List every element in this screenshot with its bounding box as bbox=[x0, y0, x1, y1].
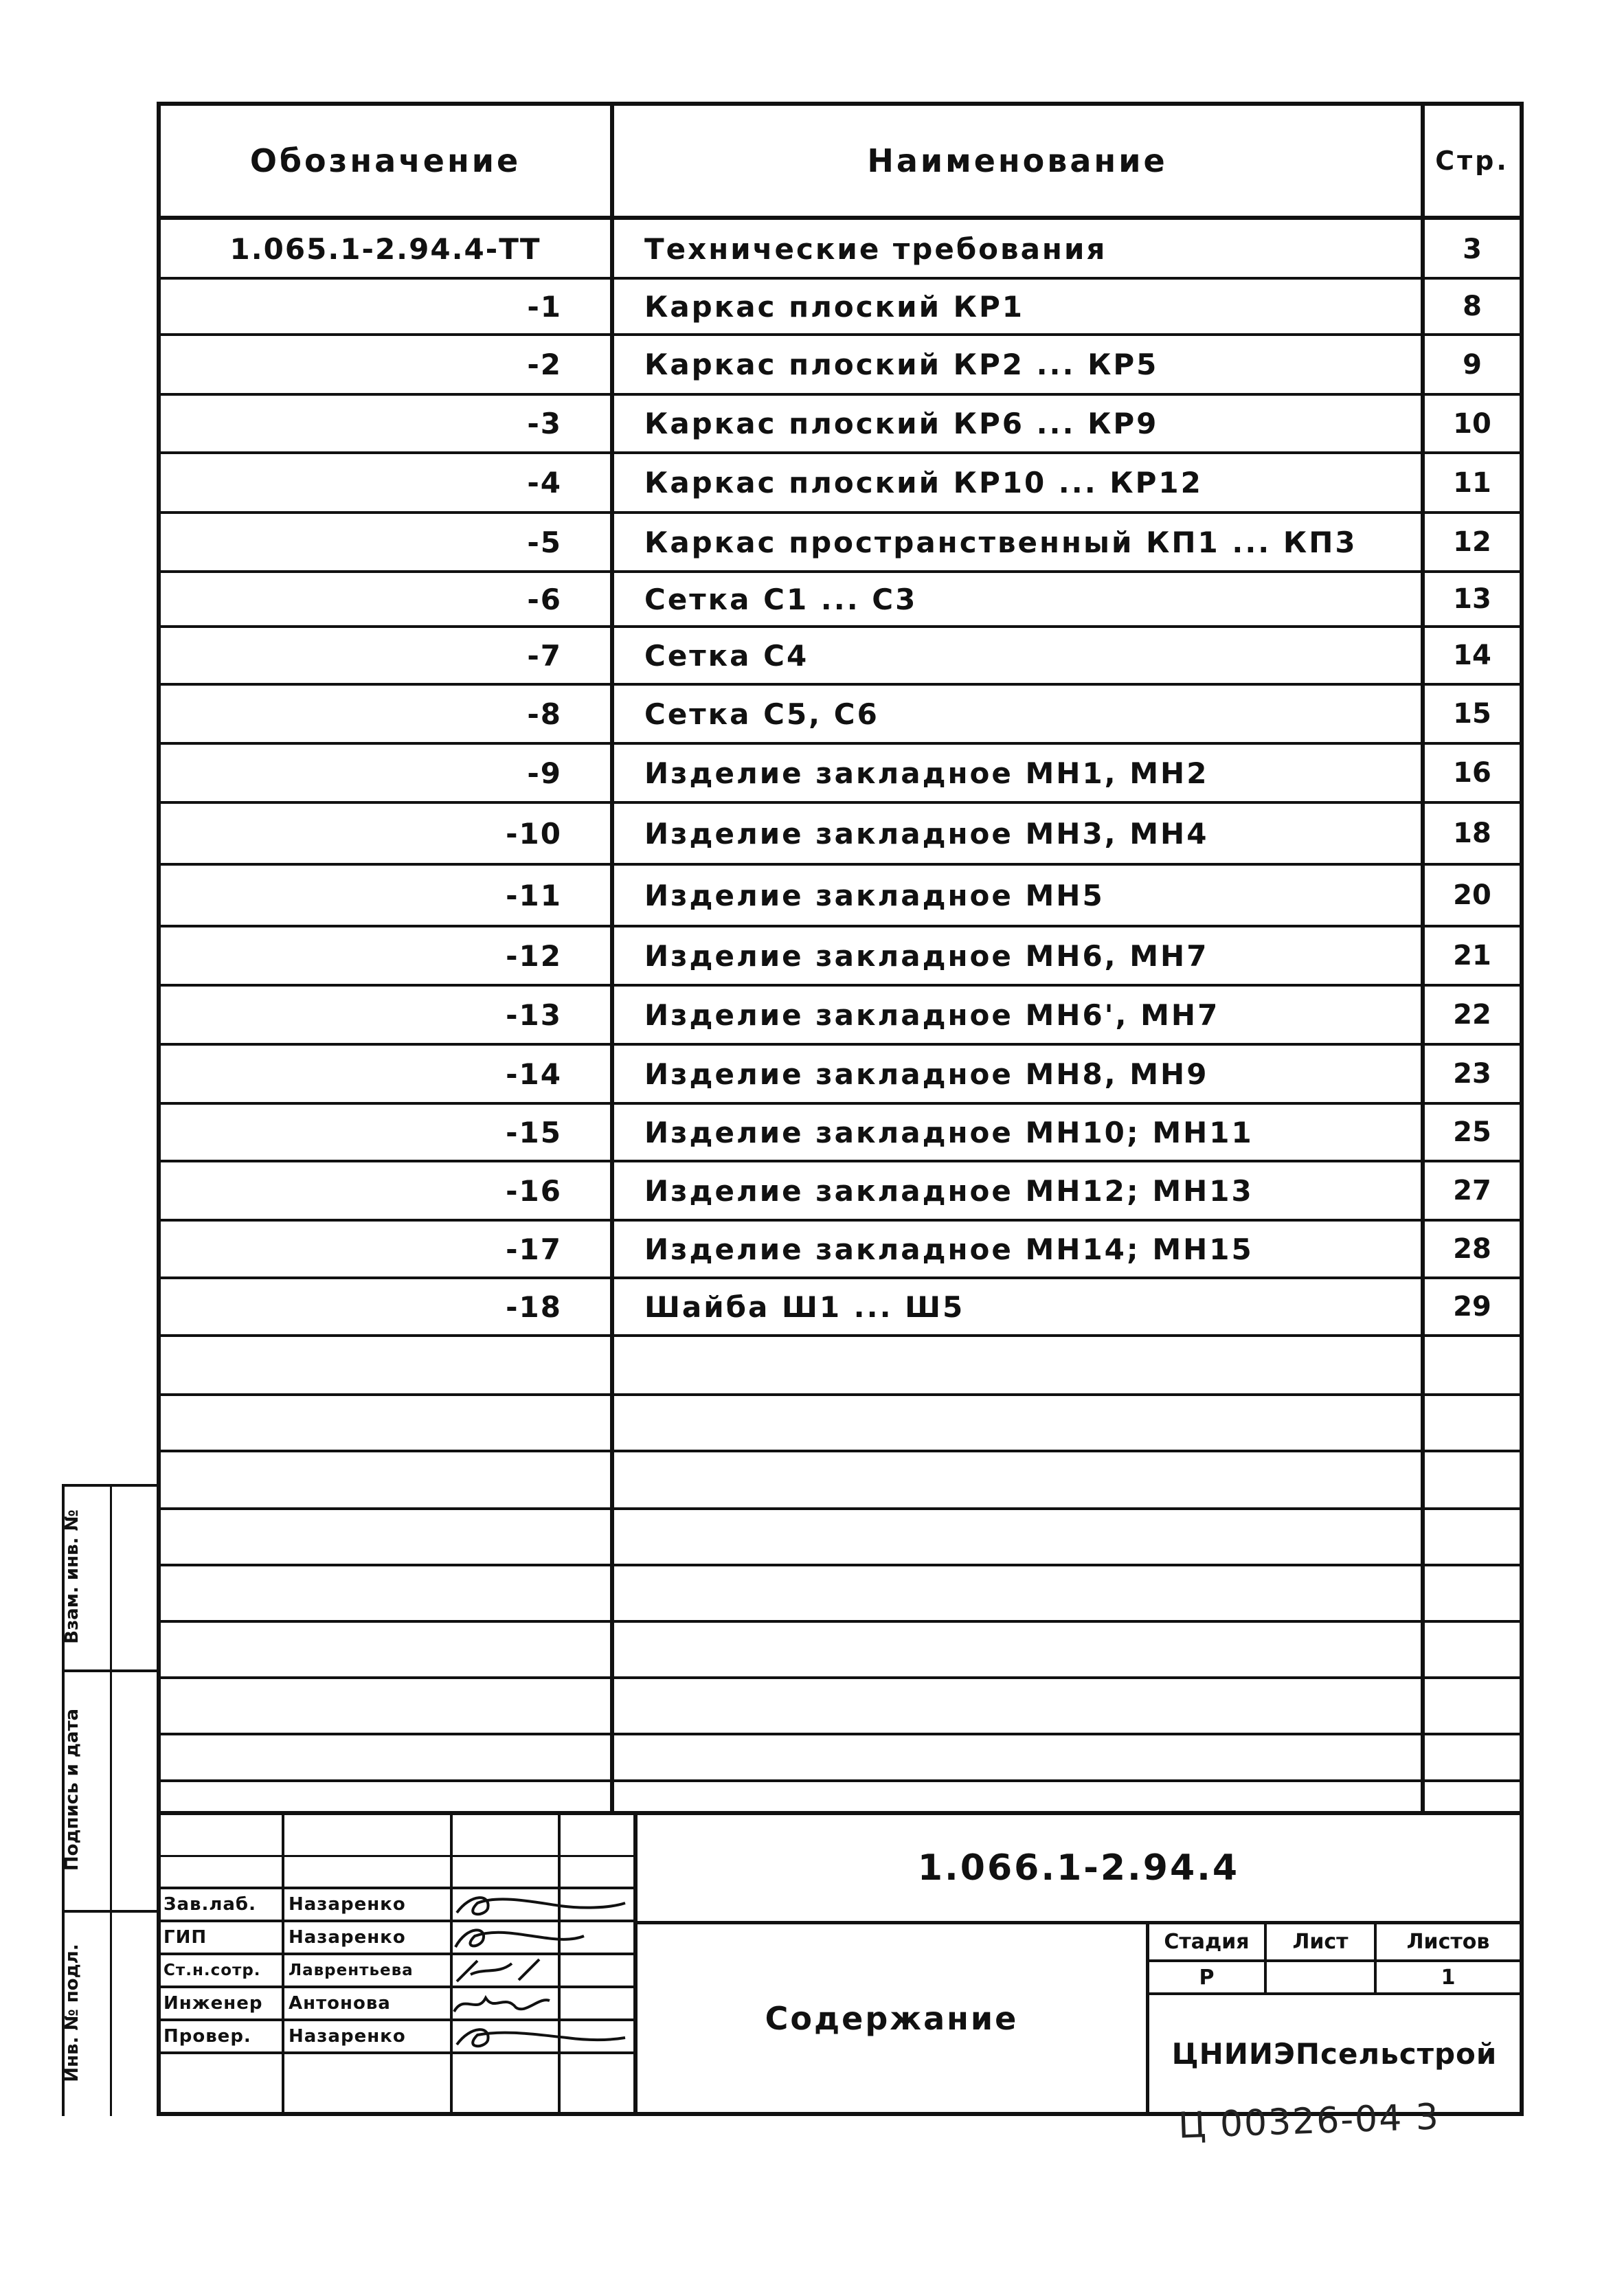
row-name: Сетка С1 ... С3 bbox=[644, 582, 918, 616]
row-name: Каркас плоский КР2 ... КР5 bbox=[644, 348, 1159, 381]
side-label-vzam: Взам. инв. № bbox=[62, 1509, 82, 1644]
row-designation: -10 bbox=[506, 816, 562, 851]
row-name: Изделие закладное МН10; МН11 bbox=[644, 1115, 1254, 1149]
row-name: Сетка С5, С6 bbox=[644, 697, 879, 731]
row-name: Каркас плоский КР1 bbox=[644, 289, 1024, 324]
row-designation: -9 bbox=[527, 756, 562, 790]
empty-row-divider bbox=[157, 1779, 1524, 1782]
row-page: 8 bbox=[1463, 291, 1482, 322]
row-designation: -6 bbox=[527, 582, 562, 616]
side-label-inv: Инв. № подл. bbox=[62, 1944, 82, 2082]
staff-name: Назаренко bbox=[289, 2026, 406, 2047]
empty-row-divider bbox=[157, 1393, 1524, 1396]
row-name: Каркас плоский КР6 ... КР9 bbox=[644, 407, 1159, 440]
row-designation: -1 bbox=[527, 289, 562, 324]
title-block-line bbox=[157, 1855, 633, 1857]
row-name: Изделие закладное МН8, МН9 bbox=[644, 1057, 1209, 1091]
empty-row-divider bbox=[157, 1507, 1524, 1510]
side-label-podpis: Подпись и дата bbox=[62, 1708, 82, 1871]
row-name: Изделие закладное МН6', МН7 bbox=[644, 998, 1220, 1032]
row-name: Шайба Ш1 ... Ш5 bbox=[644, 1290, 965, 1324]
row-designation: -3 bbox=[527, 407, 562, 440]
sheets-value: 1 bbox=[1441, 1965, 1456, 1990]
row-name: Технические требования bbox=[644, 232, 1107, 266]
staff-role: ГИП bbox=[163, 1927, 207, 1948]
archive-stamp: Ц 00326-04 3 bbox=[1177, 2096, 1441, 2147]
row-name: Изделие закладное МН14; МН15 bbox=[644, 1232, 1254, 1266]
row-name: Изделие закладное МН6, МН7 bbox=[644, 938, 1209, 973]
row-page: 18 bbox=[1453, 818, 1491, 849]
signature bbox=[450, 1921, 587, 1954]
empty-row-divider bbox=[157, 1733, 1524, 1735]
row-name: Изделие закладное МН12; МН13 bbox=[644, 1173, 1254, 1208]
header-designation: Обозначение bbox=[249, 142, 521, 179]
header-name: Наименование bbox=[867, 142, 1168, 179]
row-designation: -11 bbox=[506, 878, 562, 912]
row-designation: -4 bbox=[527, 466, 562, 499]
row-designation: -15 bbox=[506, 1115, 562, 1149]
row-designation: 1.065.1-2.94.4-ТТ bbox=[229, 232, 541, 266]
staff-role: Провер. bbox=[163, 2026, 251, 2047]
row-page: 13 bbox=[1453, 583, 1491, 615]
sheets-label: Листов bbox=[1406, 1929, 1490, 1954]
empty-row-divider bbox=[157, 1676, 1524, 1679]
staff-name: Лаврентьева bbox=[289, 1961, 414, 1979]
row-name: Изделие закладное МН3, МН4 bbox=[644, 816, 1209, 851]
row-page: 16 bbox=[1453, 757, 1491, 789]
signature bbox=[450, 2020, 629, 2053]
row-designation: -16 bbox=[506, 1173, 562, 1208]
row-page: 25 bbox=[1453, 1116, 1491, 1148]
row-page: 10 bbox=[1453, 407, 1491, 440]
row-divider bbox=[157, 1334, 1524, 1337]
row-name: Каркас пространственный КП1 ... КП3 bbox=[644, 525, 1357, 559]
signature bbox=[450, 1888, 629, 1921]
row-name: Сетка С4 bbox=[644, 638, 809, 673]
staff-role: Инженер bbox=[163, 1993, 263, 2014]
side-strip-line bbox=[110, 1484, 112, 2116]
signature bbox=[450, 1954, 560, 1987]
staff-role: Ст.н.сотр. bbox=[163, 1961, 261, 1979]
row-designation: -14 bbox=[506, 1057, 562, 1091]
sheet-value bbox=[1267, 1962, 1374, 1992]
row-page: 21 bbox=[1453, 940, 1491, 971]
stage-value: Р bbox=[1199, 1965, 1215, 1990]
row-page: 20 bbox=[1453, 879, 1491, 911]
row-page: 3 bbox=[1463, 233, 1482, 265]
row-designation: -17 bbox=[506, 1232, 562, 1266]
row-designation: -7 bbox=[527, 638, 562, 673]
row-name: Каркас плоский КР10 ... КР12 bbox=[644, 466, 1203, 499]
row-name: Изделие закладное МН5 bbox=[644, 878, 1105, 912]
row-page: 9 bbox=[1463, 348, 1482, 381]
staff-name: Назаренко bbox=[289, 1927, 406, 1948]
stage-label: Стадия bbox=[1164, 1929, 1250, 1954]
empty-row-divider bbox=[157, 1564, 1524, 1566]
row-page: 28 bbox=[1453, 1233, 1491, 1265]
staff-name: Назаренко bbox=[289, 1894, 406, 1915]
sheet-title: Содержание bbox=[765, 2000, 1019, 2037]
row-designation: -12 bbox=[506, 938, 562, 973]
row-page: 12 bbox=[1453, 526, 1491, 558]
row-page: 14 bbox=[1453, 640, 1491, 671]
document-code: 1.066.1-2.94.4 bbox=[917, 1847, 1240, 1889]
row-page: 29 bbox=[1453, 1291, 1491, 1323]
row-designation: -13 bbox=[506, 998, 562, 1032]
row-designation: -5 bbox=[527, 525, 562, 559]
row-page: 11 bbox=[1453, 466, 1491, 499]
empty-row-divider bbox=[157, 1620, 1524, 1623]
row-page: 22 bbox=[1453, 999, 1491, 1031]
sheet-label: Лист bbox=[1292, 1929, 1349, 1954]
staff-name: Антонова bbox=[289, 1993, 391, 2014]
row-page: 15 bbox=[1453, 698, 1491, 730]
signature bbox=[450, 1987, 553, 2020]
row-name: Изделие закладное МН1, МН2 bbox=[644, 756, 1209, 790]
staff-role: Зав.лаб. bbox=[163, 1894, 256, 1915]
row-designation: -18 bbox=[506, 1290, 562, 1324]
row-page: 27 bbox=[1453, 1175, 1491, 1206]
row-page: 23 bbox=[1453, 1058, 1491, 1090]
empty-row-divider bbox=[157, 1450, 1524, 1452]
header-page: Стр. bbox=[1435, 146, 1509, 176]
row-designation: -8 bbox=[527, 697, 562, 731]
row-designation: -2 bbox=[527, 348, 562, 381]
organization-name: ЦНИИЭПсельстрой bbox=[1171, 2036, 1498, 2071]
